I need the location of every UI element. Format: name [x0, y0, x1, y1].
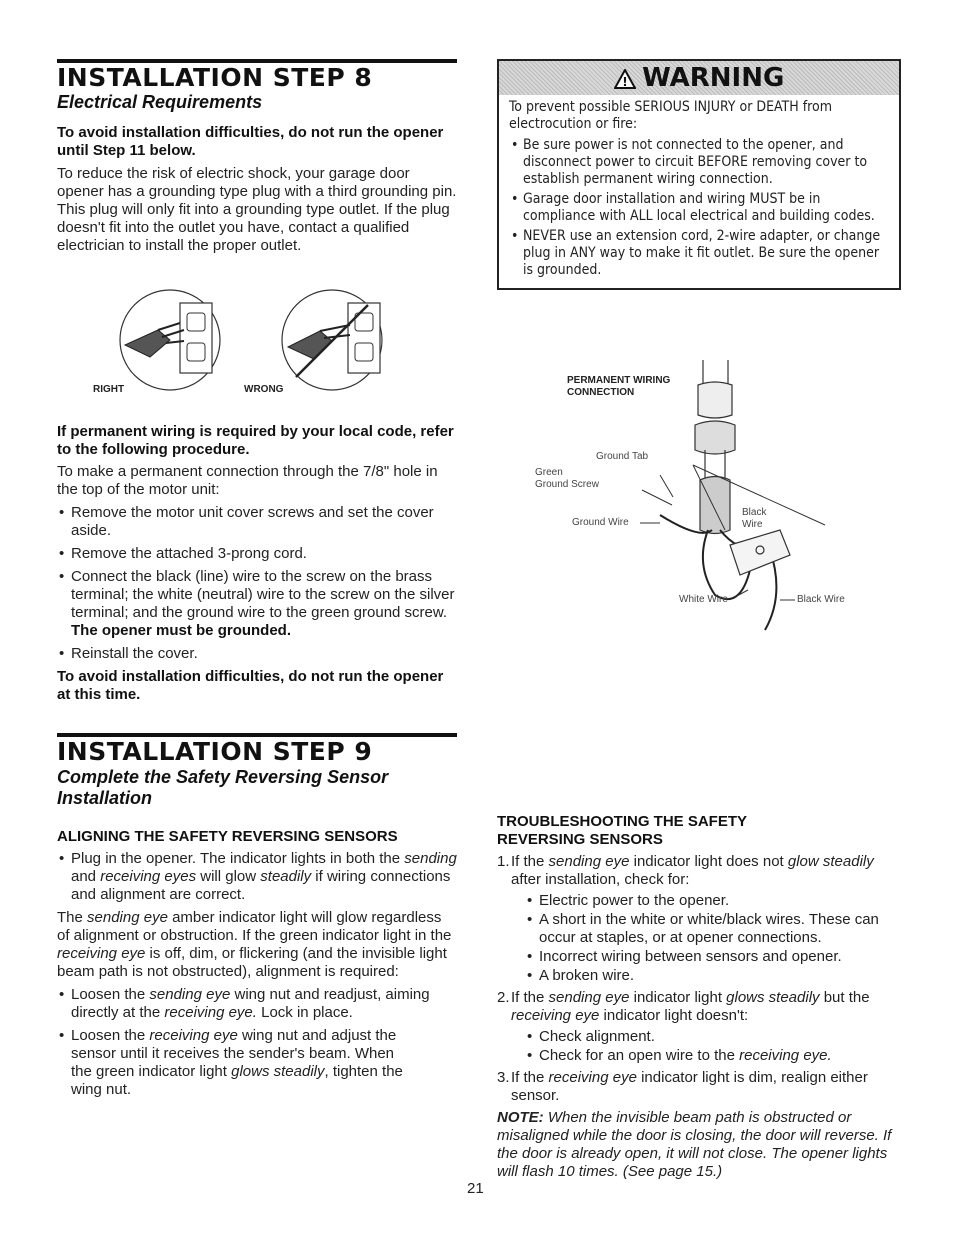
step9-title: INSTALLATION STEP 9 [57, 737, 373, 766]
conduit-drawing [695, 360, 735, 534]
step8-intro-block [57, 124, 457, 255]
list-item: • Incorrect wiring between sensors and opener. [525, 948, 899, 966]
warning-header [499, 61, 899, 95]
troubleshooting-heading: TROUBLESHOOTING THE SAFETY REVERSING SENSORS [497, 813, 748, 848]
aligning-list-2 [57, 986, 457, 1099]
aligning-list-1 [57, 850, 457, 904]
label-ground-tab: Ground Tab [596, 451, 649, 462]
list-item: • Be sure power is not connected to the opener, and disconnect power to circuit BEFORE removing cover to establish permanent wiring connection. [509, 137, 889, 188]
note-paragraph: NOTE: When the invisible beam path is obstructed or misaligned while the door is closing, the door will reverse. If the door is already open, it will not close. The opener lights will flash 10 times. (See page 15.) [497, 1109, 892, 1180]
step8-intro-bold: To avoid installation difficulties, do not run the opener until Step 11 below. [57, 124, 444, 159]
list-item: • Remove the motor unit cover screws and set the cover aside. [57, 504, 457, 540]
list-item: • Loosen the receiving eye wing nut and adjust the sensor until it receives the sender's beam. When the green indicator light glows steadily, tighten the wing nut. [57, 1027, 411, 1099]
troubleshooting-list [497, 853, 899, 1105]
warning-title: WARNING [642, 63, 785, 93]
aligning-paragraph: The sending eye amber indicator light will glow regardless of alignment or obstruction. If the green indicator light in the receiving eye is off, dim, or flickering (and the invisible light beam path is not obstructed), alignment is required: [57, 909, 452, 980]
aligning-section [57, 828, 457, 1104]
step8-procedure-block [57, 423, 457, 704]
warning-body [499, 95, 899, 288]
warning-intro: To prevent possible SERIOUS INJURY or DEATH from electrocution or fire: [509, 99, 832, 132]
fig-label-wrong: WRONG [244, 384, 284, 395]
troubleshooting-section [497, 813, 899, 1181]
perm-wiring-bold: If permanent wiring is required by your local code, refer to the following procedure. [57, 423, 454, 458]
svg-text:!: ! [621, 75, 628, 90]
fig-label-right: RIGHT [93, 384, 125, 395]
procedure-list [57, 504, 457, 663]
list-item: • Garage door installation and wiring MUST be in compliance with ALL local electrical and building codes. [509, 191, 889, 225]
list-item: 2. If the sending eye indicator light glows steadily but the receiving eye indicator light doesn't: • Check alignment. • Check for an open wire to the receiving eye. [497, 989, 899, 1065]
terminal-block-drawing [730, 530, 790, 575]
leader-lines [640, 465, 825, 600]
list-item: • Plug in the opener. The indicator lights in both the sending and receiving eyes will glow steadily if wiring connections and alignment are correct. [57, 850, 457, 904]
list-item: • Check alignment. [525, 1028, 899, 1046]
list-item: • Remove the attached 3-prong cord. [57, 545, 457, 563]
list-item: 3. If the receiving eye indicator light is dim, realign either sensor. [497, 1069, 868, 1104]
plug-outlet-figure [110, 285, 400, 400]
aligning-heading: ALIGNING THE SAFETY REVERSING SENSORS [57, 828, 398, 845]
step8-title: INSTALLATION STEP 8 [57, 63, 373, 92]
step8-intro-text: To reduce the risk of electric shock, your garage door opener has a grounding type plug with a third grounding pin. This plug will only fit into a grounding type outlet. If the plug doesn't fit into the outlet you have, contact a qualified electrician to install the proper outlet. [57, 165, 457, 254]
list-item: • Check for an open wire to the receiving eye. [525, 1047, 899, 1065]
list-item: • A short in the white or white/black wires. These can occur at staples, or at opener connections. [525, 911, 899, 947]
list-item: • Connect the black (line) wire to the screw on the brass terminal; the white (neutral) wire to the screw on the silver terminal; and the ground wire to the green ground screw. The opener must be grounded. [57, 568, 457, 640]
label-ground-wire: Ground Wire [572, 517, 629, 528]
step8-subtitle: Electrical Requirements [57, 92, 263, 112]
list-item: • A broken wire. [525, 967, 899, 985]
warning-box [497, 59, 901, 290]
list-item: • Loosen the sending eye wing nut and readjust, aiming directly at the receiving eye. Lock in place. [57, 986, 457, 1022]
label-green-ground-screw: Green Ground Screw [535, 467, 599, 490]
wrong-plug-drawing [282, 290, 382, 390]
label-black-wire-top: Black Wire [742, 507, 767, 530]
label-white-wire: White Wire [679, 594, 728, 605]
warning-triangle-icon [614, 69, 636, 94]
list-item: • Reinstall the cover. [57, 645, 457, 663]
list-item: • NEVER use an extension cord, 2-wire adapter, or change plug in ANY way to make it fit outlet. Be sure the opener is grounded. [509, 228, 889, 279]
step9-subtitle: Complete the Safety Reversing Sensor Installation [57, 767, 389, 808]
list-item: • Electric power to the opener. [525, 892, 899, 910]
step8-closing-bold: To avoid installation difficulties, do not run the opener at this time. [57, 668, 444, 703]
warning-list [509, 137, 889, 279]
list-item: 1. If the sending eye indicator light does not glow steadily after installation, check for: • Electric power to the opener. • A short in the white or white/black wires. These can occur at staples, or at opener connections. • Incorrect wiring between sensors and opener. • A broken wire. [497, 853, 899, 985]
page-number: 21 [467, 1180, 484, 1197]
wiring-fig-title: PERMANENT WIRING CONNECTION [567, 375, 671, 398]
right-plug-drawing [120, 290, 220, 390]
label-black-wire: Black Wire [797, 594, 845, 605]
perm-wiring-text: To make a permanent connection through the 7/8" hole in the top of the motor unit: [57, 463, 438, 498]
